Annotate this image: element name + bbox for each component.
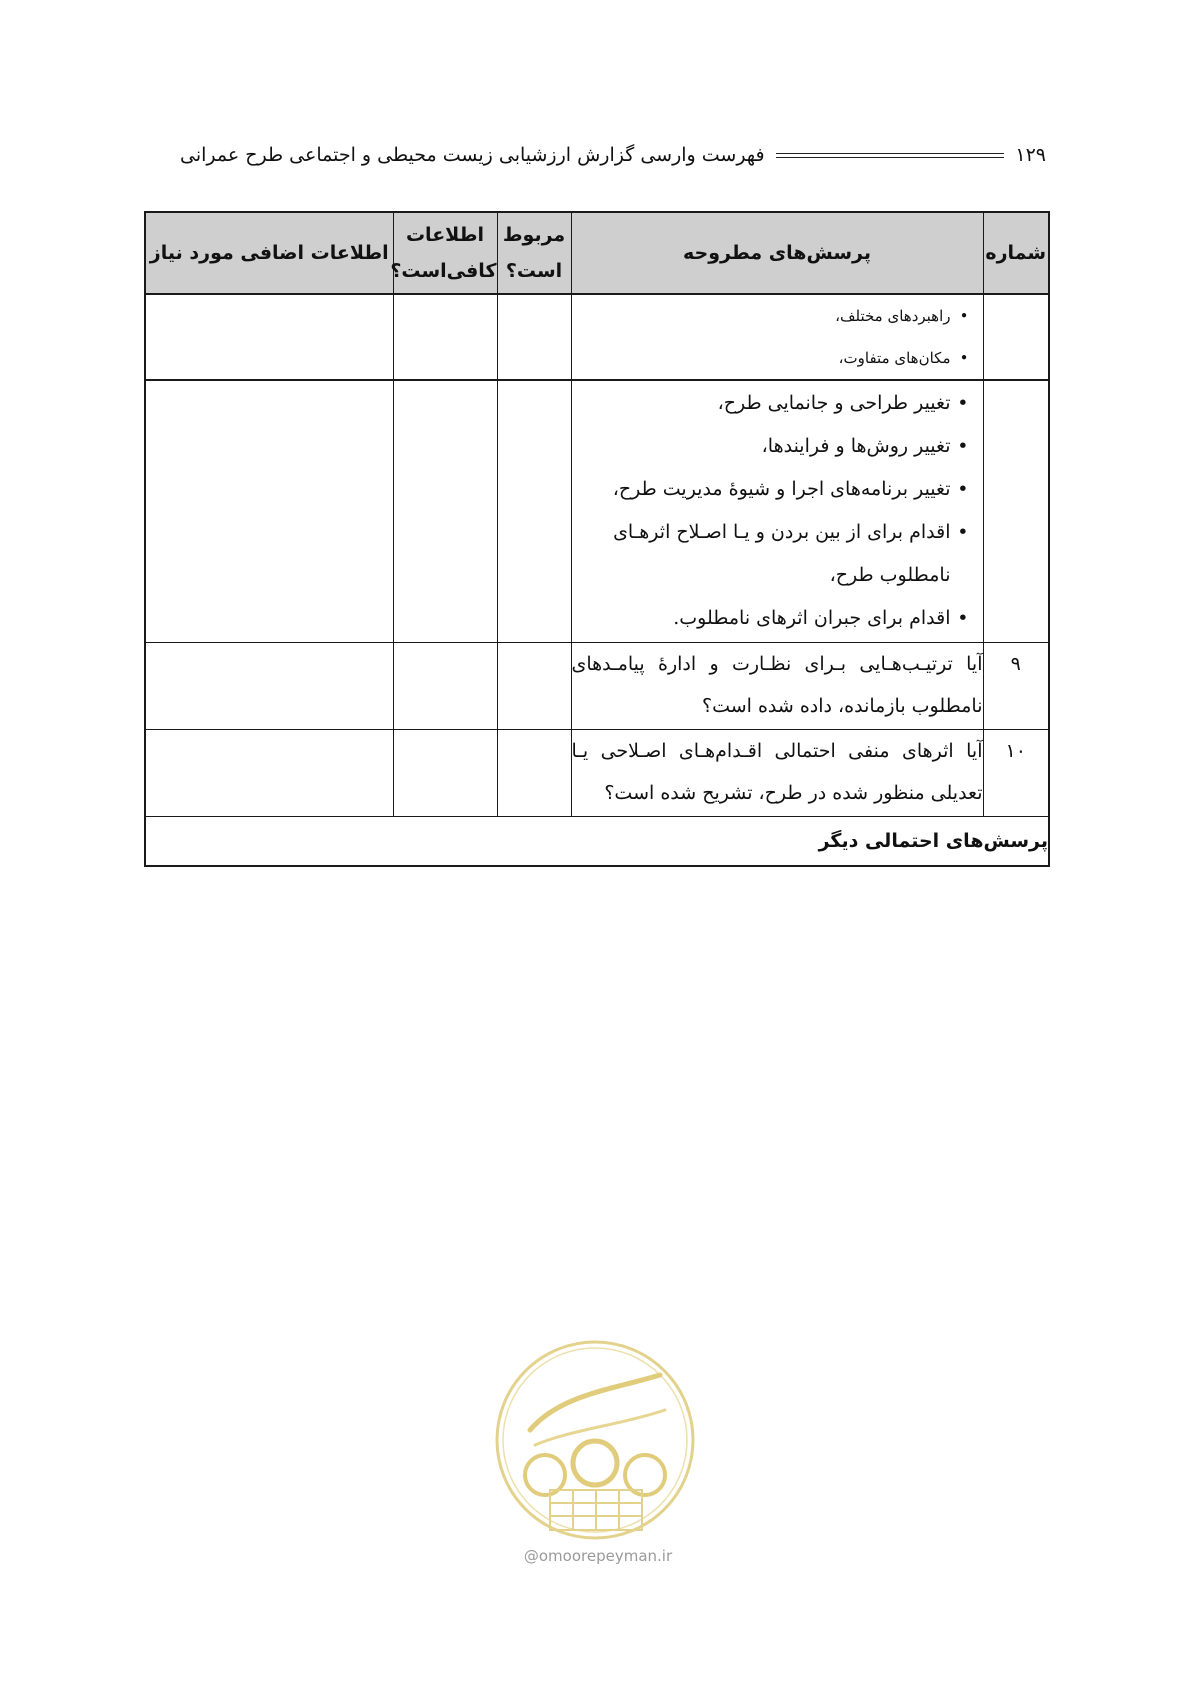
sufficient-cell[interactable] (393, 294, 497, 380)
table-row (145, 642, 1049, 729)
col-header-number: شماره (983, 212, 1049, 294)
relevant-cell[interactable] (497, 294, 571, 380)
list-item: • تغییر طراحی و جانمایی طرح، (580, 382, 969, 425)
extra-info-cell[interactable] (145, 642, 393, 729)
sufficient-cell[interactable] (393, 729, 497, 816)
list-item: • تغییر برنامه‌های اجرا و شیوهٔ مدیریت طرح، (580, 468, 969, 511)
section-row (145, 816, 1049, 866)
table-row (145, 294, 1049, 380)
list-item: • تغییر روش‌ها و فرایندها، (580, 425, 969, 468)
watermark-site: @omoorepeyman.ir (523, 1547, 673, 1565)
table-row (145, 380, 1049, 642)
seal-icon (490, 1335, 700, 1545)
header-rule (776, 153, 1004, 158)
col-header-extra: اطلاعات اضافی مورد نیاز (145, 212, 393, 294)
col-header-sufficient: اطلاعات کافی‌است؟ (393, 212, 497, 294)
watermark-logo (490, 1335, 700, 1575)
list-item: • مکان‌های متفاوت، (580, 337, 969, 379)
other-questions-heading: پرسش‌های احتمالی دیگر (145, 816, 1049, 866)
list-item: • اقدام برای جبران اثرهای نامطلوب. (580, 597, 969, 640)
page-number: ۱۲۹ (1015, 144, 1046, 166)
table-row (145, 729, 1049, 816)
number-cell (983, 380, 1049, 642)
bullet-list (572, 295, 983, 379)
bullet-list (572, 381, 983, 640)
table-header-row (145, 212, 1049, 294)
running-header (180, 142, 1046, 174)
running-title: فهرست وارسی گزارش ارزشیابی زیست محیطی و اجتماعی طرح عمرانی (180, 144, 765, 166)
col-header-relevant: مربوط است؟ (497, 212, 571, 294)
question-number: ۹ (983, 642, 1049, 729)
list-item: • راهبردهای مختلف، (580, 295, 969, 337)
question-cell (571, 380, 983, 642)
sufficient-cell[interactable] (393, 642, 497, 729)
extra-info-cell[interactable] (145, 380, 393, 642)
extra-info-cell[interactable] (145, 294, 393, 380)
checklist-table (144, 211, 1050, 867)
list-item: • اقدام برای از بین بردن و یـا اصـلاح اثرهـای نامطلوب طرح، (580, 511, 969, 597)
col-header-question: پرسش‌های مطروحه (571, 212, 983, 294)
number-cell (983, 294, 1049, 380)
question-number: ۱۰ (983, 729, 1049, 816)
extra-info-cell[interactable] (145, 729, 393, 816)
question-cell (571, 294, 983, 380)
relevant-cell[interactable] (497, 642, 571, 729)
sufficient-cell[interactable] (393, 380, 497, 642)
question-text: آیا ترتیـب‌هـایی بـرای نظـارت و ادارهٔ پیامـدهای نامطلوب بازمانده، داده شده است؟ (571, 642, 983, 729)
relevant-cell[interactable] (497, 380, 571, 642)
question-text: آیا اثرهای منفی احتمالی اقـدام‌هـای اصـلاحی یـا تعدیلی منظور شده در طرح، تشریح شده است؟ (571, 729, 983, 816)
relevant-cell[interactable] (497, 729, 571, 816)
